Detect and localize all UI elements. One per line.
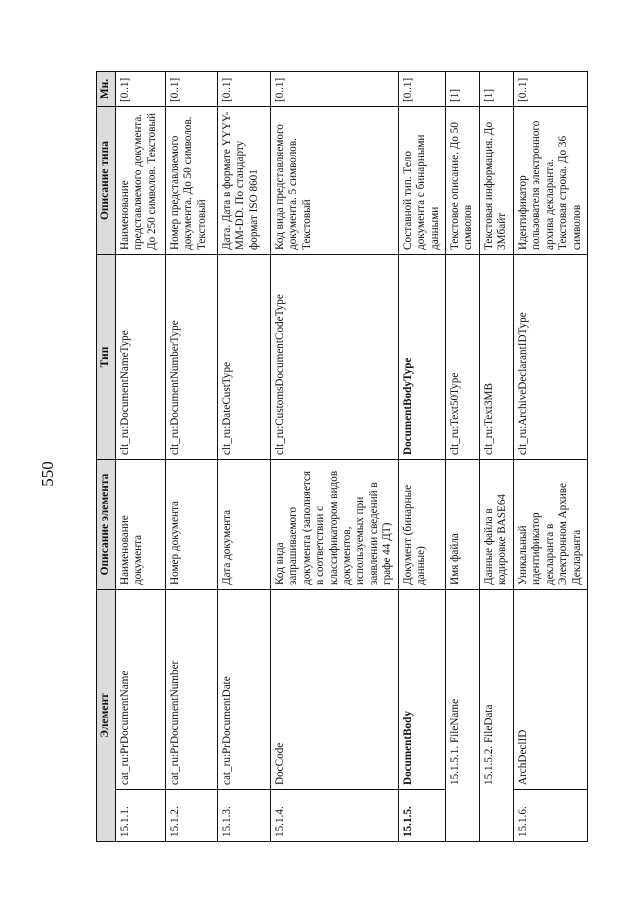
page-number: 550 bbox=[38, 461, 57, 487]
table-header-row bbox=[97, 71, 116, 841]
element-description: Номер документа bbox=[165, 459, 217, 589]
type-name: clt_ru:Text50Type bbox=[446, 254, 480, 459]
header-element: Элемент bbox=[97, 589, 116, 841]
type-name: clt_ru:DateCustType bbox=[217, 254, 270, 459]
type-name: DocumentBodyType bbox=[398, 254, 445, 459]
row-number: 15.1.5.1. bbox=[449, 745, 462, 785]
multiplicity: [0..1] bbox=[398, 71, 445, 106]
type-name: clt_ru:Text3MB bbox=[479, 254, 513, 459]
element-description: Дата документа bbox=[217, 459, 270, 589]
table-row bbox=[165, 71, 217, 841]
nested-element-cell bbox=[479, 589, 513, 841]
element-name: DocCode bbox=[270, 589, 398, 789]
row-number: 15.1.5.2. bbox=[482, 745, 495, 785]
table-row bbox=[398, 71, 445, 841]
element-description: Код вида запрашиваемого документа (заполняется в соответствии с классификатором видов документов, используемых при заявлении сведений в графе 44 ДТ) bbox=[270, 459, 398, 589]
type-description: Идентификатор пользователя электронного архива декларанта. Текстовая строка. До 36 символов bbox=[513, 106, 587, 254]
multiplicity: [0..1] bbox=[217, 71, 270, 106]
element-spec-table bbox=[96, 71, 588, 842]
element-name: FileName bbox=[449, 698, 462, 744]
element-description: Данные файла в кодировке BASE64 bbox=[479, 459, 513, 589]
element-name: FileData bbox=[482, 704, 495, 744]
type-description: Составной тип. Тело документа с бинарными данными bbox=[398, 106, 445, 254]
type-description: Текстовая информация. До 3Мбайт bbox=[479, 106, 513, 254]
type-name: clt_ru:ArchiveDeclarantIDType bbox=[513, 254, 587, 459]
multiplicity: [0..1] bbox=[513, 71, 587, 106]
element-description: Уникальный идентификатор декларанта в Электронном Архиве Декларанта bbox=[513, 459, 587, 589]
type-name: clt_ru:CustomsDocumentCodeType bbox=[270, 254, 398, 459]
row-number: 15.1.6. bbox=[513, 790, 587, 842]
multiplicity: [1] bbox=[479, 71, 513, 106]
row-number: 15.1.2. bbox=[165, 790, 217, 842]
table-row bbox=[270, 71, 398, 841]
table-row bbox=[446, 71, 480, 841]
type-description: Номер представляемого документа. До 50 символов. Текстовый bbox=[165, 106, 217, 254]
nested-element-cell bbox=[446, 589, 480, 841]
rotated-table-wrapper bbox=[96, 72, 583, 842]
element-name: cat_ru:PrDocumentName bbox=[115, 589, 165, 789]
element-description: Документ (бинарные данные) bbox=[398, 459, 445, 589]
table-row bbox=[115, 71, 165, 841]
element-description: Наименование документа bbox=[115, 459, 165, 589]
multiplicity: [1] bbox=[446, 71, 480, 106]
element-name: ArchDeclID bbox=[513, 589, 587, 789]
row-number: 15.1.3. bbox=[217, 790, 270, 842]
row-number: 15.1.5. bbox=[398, 790, 445, 842]
table-row bbox=[513, 71, 587, 841]
type-description: Наименование представляемого документа. До 250 символов. Текстовый bbox=[115, 106, 165, 254]
type-description: Дата. Дата в формате YYYY-MM-DD. По стандарту формат ISO 8601 bbox=[217, 106, 270, 254]
multiplicity: [0..1] bbox=[115, 71, 165, 106]
element-description: Имя файла bbox=[446, 459, 480, 589]
table-row bbox=[217, 71, 270, 841]
type-description: Текстовое описание. До 50 символов bbox=[446, 106, 480, 254]
type-name: clt_ru:DocumentNumberType bbox=[165, 254, 217, 459]
row-number: 15.1.1. bbox=[115, 790, 165, 842]
table-row bbox=[479, 71, 513, 841]
element-name: cat_ru:PrDocumentDate bbox=[217, 589, 270, 789]
multiplicity: [0..1] bbox=[270, 71, 398, 106]
type-name: clt_ru:DocumentNameType bbox=[115, 254, 165, 459]
header-element-description: Описание элемента bbox=[97, 459, 116, 589]
element-name: cat_ru:PrDocumentNumber bbox=[165, 589, 217, 789]
header-type-description: Описание типа bbox=[97, 106, 116, 254]
header-type: Тип bbox=[97, 254, 116, 459]
element-name: DocumentBody bbox=[398, 589, 445, 789]
row-number: 15.1.4. bbox=[270, 790, 398, 842]
multiplicity: [0..1] bbox=[165, 71, 217, 106]
type-description: Код вида представляемого документа. 5 символов. Текстовый bbox=[270, 106, 398, 254]
header-multiplicity: Мн. bbox=[97, 71, 116, 106]
